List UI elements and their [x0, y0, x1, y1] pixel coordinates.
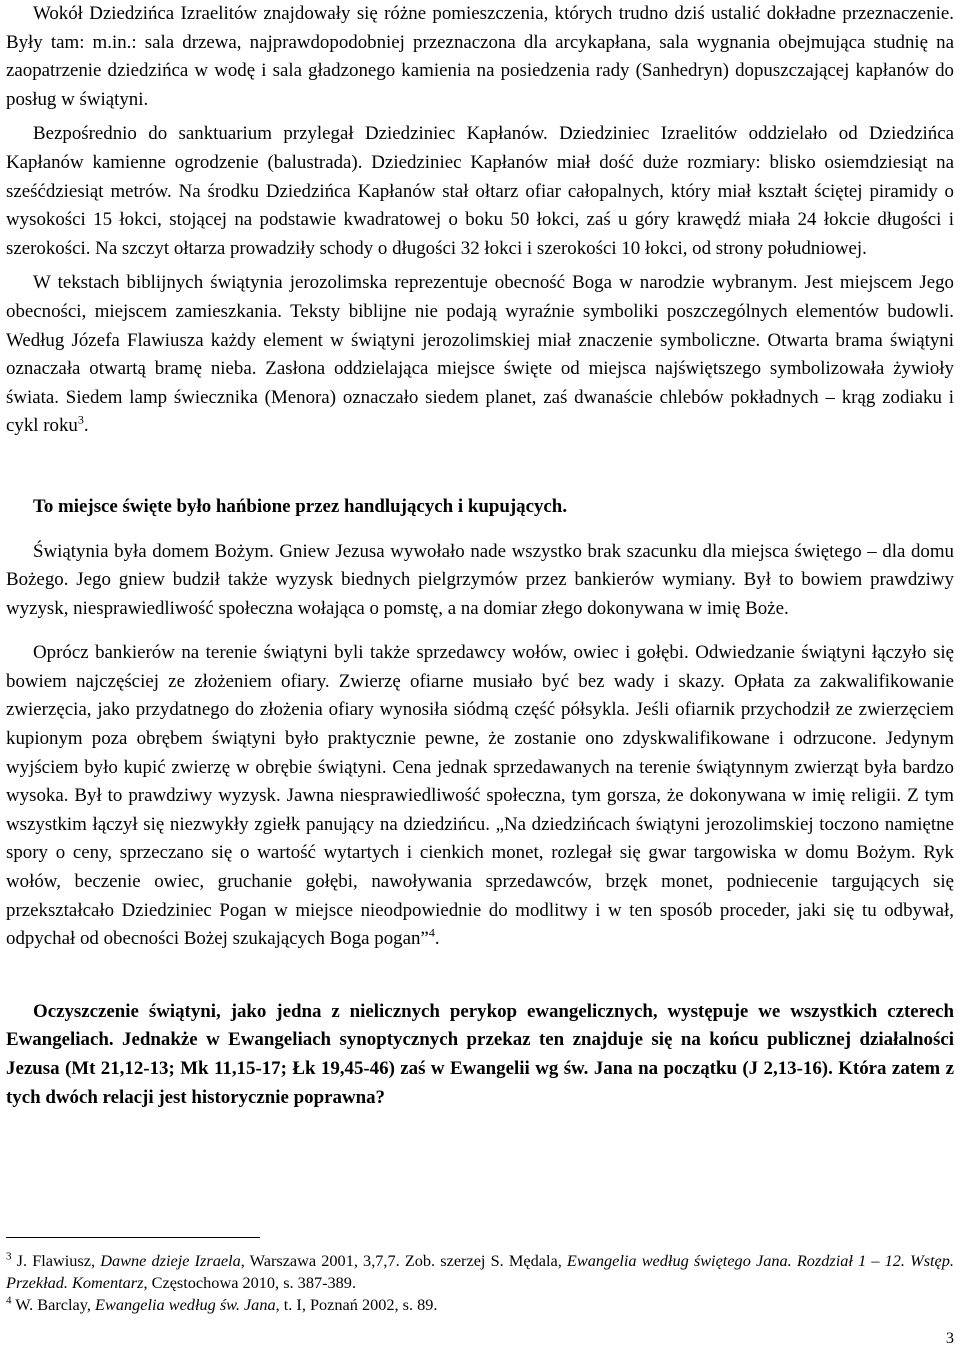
footnote-separator — [6, 1237, 260, 1238]
paragraph-priests-courtyard: Bezpośrednio do sanktuarium przylegał Dziedziniec Kapłanów. Dziedziniec Izraelitów oddzielało od Dziedzińca Kapłanów kamienne ogrodzenie (balustrada). Dziedziniec Kapłanów miał dość duże rozmiary: blisko osiemdziesiąt na sześćdziesiąt metrów. Na środku Dziedzińca Kapłanów stał ołtarz ofiar całopalnych, który miał kształt ściętej piramidy o wysokości 15 łokci, stojącej na podstawie kwadratowej o boku 50 łokci, zaś u góry krawędź miała 24 łokcie długości i szerokości. Na szczyt ołtarza prowadziły schody o długości 32 łokci i szerokości 10 łokci, od strony południowej. — [6, 123, 954, 259]
paragraph-house-of-god: Świątynia była domem Bożym. Gniew Jezusa wywołało nade wszystko brak szacunku dla miejsca świętego – dla domu Bożego. Jego gniew budził także wyzysk biednych pielgrzymów przez bankierów wymiany. Był to bowiem prawdziwy wyzysk, niesprawiedliwość społeczna wołająca o pomstę, a na domiar złego dokonywana w imię Boże. — [6, 540, 954, 619]
paragraph-courtyard-rooms: Wokół Dziedzińca Izraelitów znajdowały się różne pomieszczenia, których trudno dziś ustalić dokładne przeznaczenie. Były tam: m.in.: sala drzewa, najprawdopodobniej przeznaczona dla arcykapłana, sala wygnania obejmująca studnię na zaopatrzenie dziedzińca w wodę i sala gładzonego kamienia na posiedzenia rady (Sanhedryn) dopuszczającej kapłanów do posług w świątyni. — [6, 3, 954, 110]
footnote-details: , Warszawa 2001, 3,7,7. Zob. szerzej S. Mędala, — [240, 1251, 567, 1270]
footnote-reference[interactable]: 4 — [428, 925, 435, 940]
footnote-details: , t. I, Poznań 2002, s. 89. — [275, 1295, 438, 1314]
footnote-title: Ewangelia według św. Jana — [95, 1295, 276, 1314]
page-number: 3 — [945, 1328, 954, 1347]
paragraph-merchants — [6, 639, 954, 954]
footnotes — [6, 1237, 954, 1316]
footnote-4 — [6, 1294, 954, 1316]
paragraph-end: . — [83, 415, 89, 437]
paragraph-text: Oprócz bankierów na terenie świątyni byli także sprzedawcy wołów, owiec i gołębi. Odwiedzanie świątyni łączyło się bowiem najczęściej ze złożeniem ofiary. Zwierzę ofiarne musiało być bez wady i skazy. Opłata za zakwalifikowanie zwierzęcia, jako przydatnego do złożenia ofiary wynosiła siódmą część półsykla. Jeśli ofiarnik przychodził ze zwierzęciem kupionym poza obrębem świątyni było praktycznie pewne, że zostanie ono zdyskwalifikowane i odrzucone. Jedynym wyjściem było kupić zwierzę w obrębie świątyni. Cena jednak sprzedawanych na terenie świątynnym zwierząt była bardzo wysoka. Był to prawdziwy wyzysk. Jawna niesprawiedliwość społeczna, tym gorsza, że dokonywana w imię religii. Z tym wszystkim łączył się niezwykły zgiełk panujący na dziedzińcu. „Na dziedzińcach świątyni jerozolimskiej toczono namiętne spory o ceny, sprzeczano się o wartość wytartych i cienkich monet, rozlegał się gwar targowiska w domu Bożym. Ryk wołów, beczenie owiec, gruchanie gołębi, nawoływania sprzedawców, brzęk monet, podniecenie targujących się przekształcało Dziedziniec Pogan w miejsce nieodpowiednie do modlitwy i w ten sposób proceder, jaki się tu odbywał, odpychał od obecności Bożej szukających Boga pogan” — [6, 642, 954, 950]
footnote-title-2: Ewangelia według świętego Jana. Rozdział 1 – 12. Wstęp. Przekład. Komentarz — [6, 1251, 954, 1292]
paragraph-end: . — [434, 928, 440, 950]
footnote-reference[interactable]: 3 — [77, 413, 84, 428]
footnote-3 — [6, 1250, 954, 1294]
footnote-author: W. Barclay, — [15, 1295, 96, 1314]
question-paragraph: Oczyszczenie świątyni, jako jedna z nielicznych perykop ewangelicznych, występuje we wszystkich czterech Ewangeliach. Jednakże w Ewangeliach synoptycznych przekaz ten znajduje się na końcu publicznej działalności Jezusa (Mt 21,12-13; Mk 11,15-17; Łk 19,45-46) zaś w Ewangelii wg św. Jana na początku (J 2,13-16). Która zatem z tych dwóch relacji jest historycznie poprawna? — [6, 1000, 954, 1108]
footnote-author: J. Flawiusz, — [16, 1251, 101, 1270]
footnote-details-2: , Częstochowa 2010, s. 387-389. — [143, 1273, 357, 1292]
footnote-number: 3 — [6, 1250, 12, 1263]
paragraph-text: W tekstach biblijnych świątynia jerozolimska reprezentuje obecność Boga w narodzie wybranym. Jest miejscem Jego obecności, miejscem zamieszkania. Teksty biblijne nie podają wyraźnie symboliki poszczególnych elementów budowli. Według Józefa Flawiusza każdy element w świątyni jerozolimskiej miał znaczenie symboliczne. Otwarta brama świątyni oznaczała otwartą bramę nieba. Zasłona oddzielająca miejsce święte od miejsca najświętszego symbolizowała żywioły świata. Siedem lamp świecznika (Menora) oznaczało siedem planet, zaś dwanaście chlebów pokładnych – krąg zodiaku i cykl roku — [6, 272, 954, 437]
section-heading: To miejsce święte było hańbione przez handlujących i kupujących. — [33, 495, 568, 517]
main-text — [6, 0, 954, 1112]
footnote-number: 4 — [6, 1294, 12, 1307]
paragraph-temple-symbolism — [6, 269, 954, 441]
footnote-title: Dawne dzieje Izraela — [100, 1251, 241, 1270]
